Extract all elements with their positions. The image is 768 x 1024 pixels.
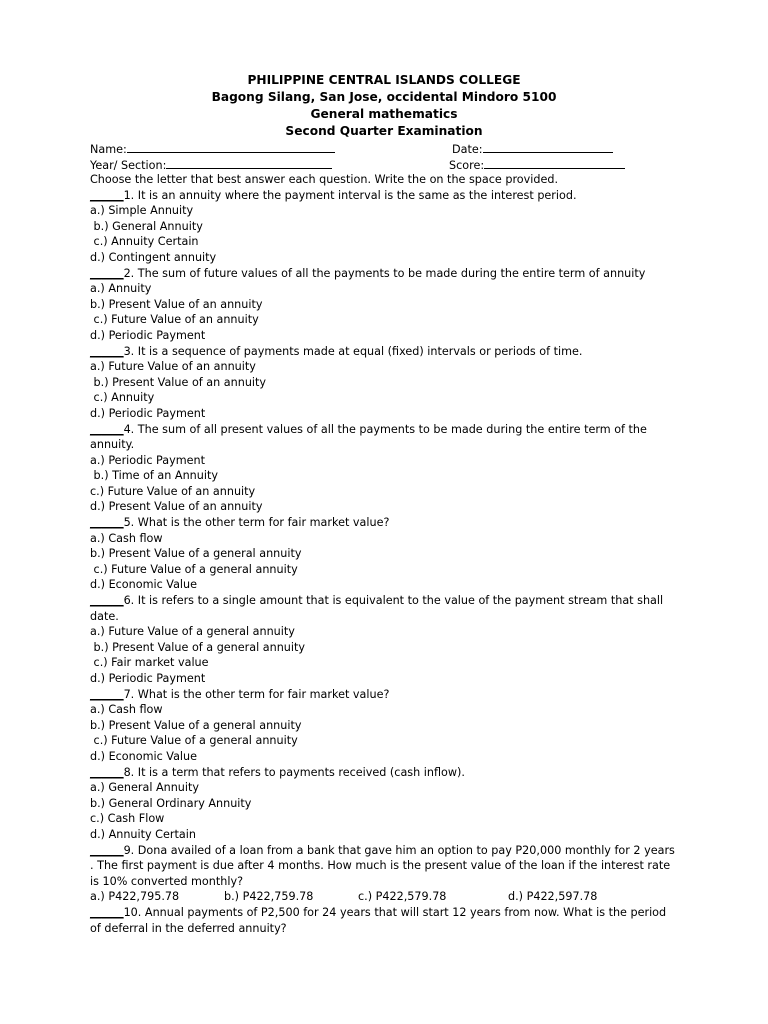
option: b.) P422,759.78 (224, 890, 314, 904)
option: d.) Economic Value (90, 749, 198, 763)
question-stem (90, 687, 680, 703)
option: d.) P422,597.78 (508, 890, 598, 904)
option: b.) General Ordinary Annuity (90, 796, 252, 810)
option: c.) Annuity Certain (90, 235, 199, 249)
option: b.) Present Value of a general annuity (90, 640, 306, 654)
question-stem (90, 905, 680, 936)
option-row (90, 889, 680, 905)
option: c.) P422,579.78 (358, 890, 447, 904)
option: c.) Future Value of a general annuity (90, 562, 298, 576)
option: c.) Cash Flow (90, 812, 165, 826)
option: d.) Annuity Certain (90, 827, 196, 841)
answer-blank[interactable]: ______ (90, 905, 124, 919)
section-label: Year/ Section: (90, 158, 167, 172)
option: c.) Future Value of an annuity (90, 313, 259, 327)
answer-blank[interactable]: ______ (90, 843, 124, 857)
option: c.) Annuity (90, 391, 155, 405)
question-text: 3. It is a sequence of payments made at equal (fixed) intervals or periods of time. (123, 344, 583, 358)
question-item (90, 687, 680, 765)
option: a.) Simple Annuity (90, 204, 194, 218)
option: a.) Future Value of a general annuity (90, 625, 295, 639)
option: d.) Economic Value (90, 578, 198, 592)
option: c.) Fair market value (90, 656, 209, 670)
option: d.) Present Value of an annuity (90, 500, 263, 514)
question-text: 6. It is refers to a single amount that is equivalent to the value of the payment stream that shall date. (90, 594, 664, 623)
question-item (90, 905, 680, 936)
answer-blank[interactable]: ______ (90, 765, 124, 779)
section-blank[interactable] (166, 157, 332, 169)
option: c.) Future Value of a general annuity (90, 734, 298, 748)
score-blank[interactable] (484, 157, 625, 169)
question-stem (90, 593, 680, 624)
question-item (90, 266, 680, 344)
option: a.) Cash flow (90, 531, 163, 545)
option: b.) Present Value of an annuity (90, 375, 267, 389)
question-text: 5. What is the other term for fair market value? (123, 516, 390, 530)
option: a.) Annuity (90, 282, 152, 296)
name-date-row (90, 141, 690, 157)
college-address: Bagong Silang, San Jose, occidental Mindoro 5100 (211, 90, 557, 104)
score-label: Score: (449, 158, 485, 172)
option: d.) Periodic Payment (90, 406, 206, 420)
option: a.) Cash flow (90, 703, 163, 717)
question-text: 2. The sum of future values of all the payments to be made during the entire term of annuity (123, 266, 646, 280)
question-stem (90, 422, 680, 453)
option: d.) Contingent annuity (90, 250, 217, 264)
question-text: 9. Dona availed of a loan from a bank that gave him an option to pay P20,000 monthly for 2 years . The first payment is due after 4 months. How much is the present value of the loan if the interest rate is 10% converted monthly? (90, 843, 675, 888)
question-stem (90, 188, 680, 204)
option: d.) Periodic Payment (90, 328, 206, 342)
question-stem (90, 843, 680, 890)
answer-blank[interactable]: ______ (90, 344, 124, 358)
question-text: 7. What is the other term for fair market value? (123, 687, 390, 701)
name-label: Name: (90, 143, 127, 156)
option: c.) Future Value of an annuity (90, 484, 256, 498)
option: a.) Periodic Payment (90, 453, 206, 467)
section-score-row (90, 157, 690, 173)
answer-blank[interactable]: ______ (90, 422, 124, 436)
answer-blank[interactable]: ______ (90, 594, 124, 608)
name-blank[interactable] (127, 141, 335, 153)
answer-blank[interactable]: ______ (90, 266, 124, 280)
date-blank[interactable] (483, 141, 613, 153)
subject-title: General mathematics (310, 107, 458, 121)
option: b.) General Annuity (90, 219, 203, 233)
answer-blank[interactable]: ______ (90, 188, 124, 202)
option: b.) Present Value of an annuity (90, 297, 263, 311)
question-stem (90, 515, 680, 531)
question-stem (90, 765, 680, 781)
exam-body (90, 172, 680, 936)
answer-blank[interactable]: ______ (90, 516, 124, 530)
option: a.) Future Value of an annuity (90, 360, 256, 374)
question-stem (90, 344, 680, 360)
option: b.) Present Value of a general annuity (90, 547, 302, 561)
option: a.) General Annuity (90, 781, 200, 795)
question-text: 1. It is an annuity where the payment interval is the same as the interest period. (123, 188, 577, 202)
question-item (90, 515, 680, 593)
question-item (90, 188, 680, 266)
instructions: Choose the letter that best answer each question. Write the on the space provided. (90, 173, 559, 186)
question-item (90, 843, 680, 905)
question-list (90, 188, 680, 937)
option: b.) Present Value of a general annuity (90, 718, 302, 732)
exam-header (0, 72, 768, 140)
question-item (90, 765, 680, 843)
question-text: 8. It is a term that refers to payments received (cash inflow). (123, 765, 465, 779)
option: b.) Time of an Annuity (90, 469, 218, 483)
option: d.) Periodic Payment (90, 672, 206, 685)
exam-title: Second Quarter Examination (285, 124, 483, 138)
question-stem (90, 266, 680, 282)
date-label: Date: (452, 143, 483, 156)
option: a.) P422,795.78 (90, 890, 180, 904)
question-item (90, 344, 680, 422)
question-text: 4. The sum of all present values of all the payments to be made during the entire term of the annuity. (90, 422, 647, 452)
college-name: PHILIPPINE CENTRAL ISLANDS COLLEGE (247, 73, 521, 87)
question-text: 10. Annual payments of P2,500 for 24 years that will start 12 years from now. What is the period of deferral in the deferred annuity? (90, 905, 667, 935)
answer-blank[interactable]: ______ (90, 687, 124, 701)
question-item (90, 593, 680, 687)
question-item (90, 422, 680, 516)
